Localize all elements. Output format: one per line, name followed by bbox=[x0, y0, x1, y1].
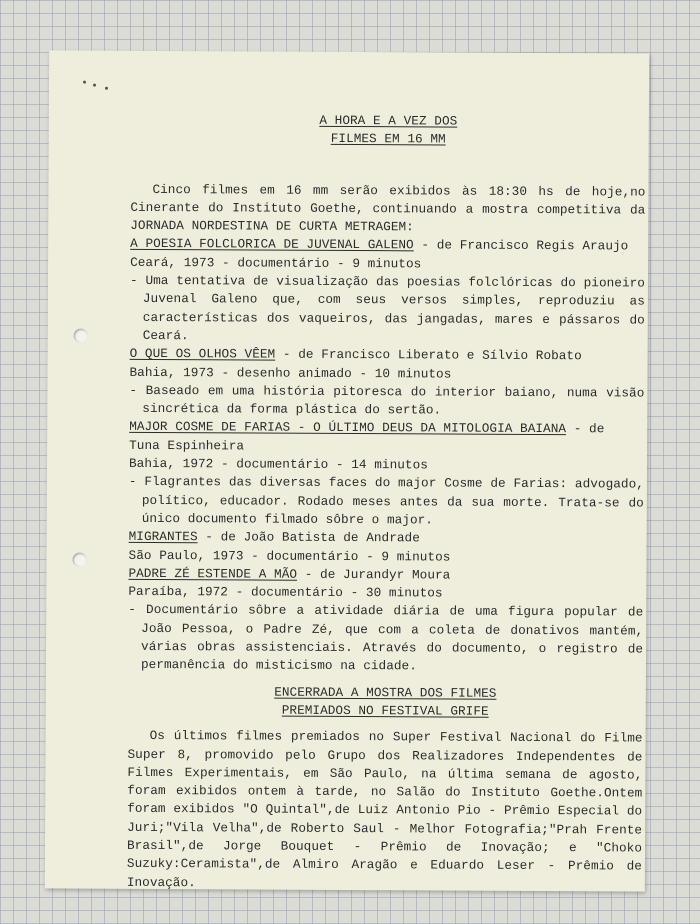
pen-mark bbox=[93, 84, 96, 87]
film-description: - Baseado em uma história pitoresca do interior baiano, numa visão sincrética da forma plástica do sertão. bbox=[129, 382, 645, 418]
film-heading bbox=[129, 418, 644, 439]
film-entry bbox=[129, 528, 644, 567]
film-description: - Uma tentativa de visualização das poesias folclóricas do pioneiro Juvenal Galeno que, com seus versos simples, reproduziu as características dos vaqueiros, das jangadas, mares e pássaros do Ceará. bbox=[129, 272, 646, 344]
film-credit: - de Francisco Liberato e Sílvio Robato bbox=[275, 346, 582, 364]
film-credit: - de Jurandyr Moura bbox=[297, 566, 451, 583]
document-body bbox=[127, 111, 646, 895]
film-title: MAJOR COSME DE FARIAS - O ÚLTIMO DEUS DA MITOLOGIA BAIANA bbox=[129, 419, 567, 437]
film-title: A POESIA FOLCLORICA DE JUVENAL GALENO bbox=[130, 236, 414, 253]
punch-hole bbox=[72, 553, 86, 567]
pen-mark bbox=[83, 81, 86, 84]
film-entry bbox=[129, 418, 645, 530]
film-heading bbox=[130, 235, 645, 256]
intro-paragraph: Cinco filmes em 16 mm serão exibidos às 18:30 hs de hoje,no Cinerante do Instituto Goethe, continuando a mostra competitiva da JORNADA NORDESTINA DE CURTA METRAGEM: bbox=[130, 181, 646, 235]
film-info: São Paulo, 1973 - documentário - 9 minutos bbox=[128, 547, 451, 565]
film-info: Ceará, 1973 - documentário - 9 minutos bbox=[130, 254, 422, 272]
film-title: O QUE OS OLHOS VÊEM bbox=[129, 346, 276, 362]
film-credit: - de bbox=[566, 421, 605, 437]
title-line-2: FILMES EM 16 MM bbox=[330, 131, 446, 147]
film-info: Bahia, 1972 - documentário - 14 minutos bbox=[128, 455, 428, 473]
film-description: - Flagrantes das diversas faces do major Cosme de Farias: advogado, político, educador. Rodado meses antes da sua morte. Trata-se do único documento filmado sôbre o major. bbox=[128, 474, 644, 528]
section-title-line-2: PREMIADOS NO FESTIVAL GRIFE bbox=[281, 702, 489, 719]
film-heading bbox=[129, 528, 644, 549]
film-title: MIGRANTES bbox=[128, 529, 198, 545]
film-entry bbox=[130, 235, 646, 347]
film-credit: - de Francisco Regis Araujo bbox=[413, 237, 629, 254]
punch-hole bbox=[74, 329, 88, 343]
pen-mark bbox=[105, 87, 108, 90]
film-entry bbox=[129, 345, 644, 421]
section-title bbox=[128, 682, 643, 721]
film-entry bbox=[128, 565, 644, 677]
film-credit: - de João Batista de Andrade bbox=[197, 529, 420, 546]
film-title: PADRE ZÉ ESTENDE A MÃO bbox=[128, 565, 298, 582]
film-description: - Documentário sôbre a atividade diária de uma figura popular de João Pessoa, o Padre Zé, que com a coleta de donativos mantém, várias obras assistenciais. Através do documento, o registro de permanência do misticismo na cidade. bbox=[128, 602, 644, 674]
film-list bbox=[128, 235, 645, 677]
title-line-1: A HORA E A VEZ DOS bbox=[319, 112, 458, 129]
film-heading bbox=[130, 345, 645, 366]
film-info: Paraíba, 1972 - documentário - 30 minutos bbox=[128, 583, 443, 601]
document-page bbox=[45, 50, 649, 891]
section-paragraph: Os últimos filmes premiados no Super Festival Nacional do Filme Super 8, promovido pelo Grupo dos Realizadores Independentes de Filmes Experimentais, em São Paulo, na última semana de agosto, foram exibidos ontem à tarde, no Salão do Instituto Goethe.Ontem foram exibidos "O Quintal",de Luiz Antonio Pio - Prêmio Especial do Juri;"Vila Velha",de Roberto Saul - Melhor Fotografia;"Prah Frente Brasil",de Jorge Bouquet - Prêmio de Inovação; e "Choko Suzuky:Ceramista",de Almiro Aragão e Eduardo Leser - Prêmio de Inovação. bbox=[126, 728, 643, 890]
document-title bbox=[131, 111, 646, 150]
section-title-line-1: ENCERRADA A MOSTRA DOS FILMES bbox=[274, 684, 497, 701]
film-info: Bahia, 1973 - desenho animado - 10 minutos bbox=[129, 364, 452, 382]
film-credit-continued: Tuna Espinheira bbox=[129, 437, 245, 454]
